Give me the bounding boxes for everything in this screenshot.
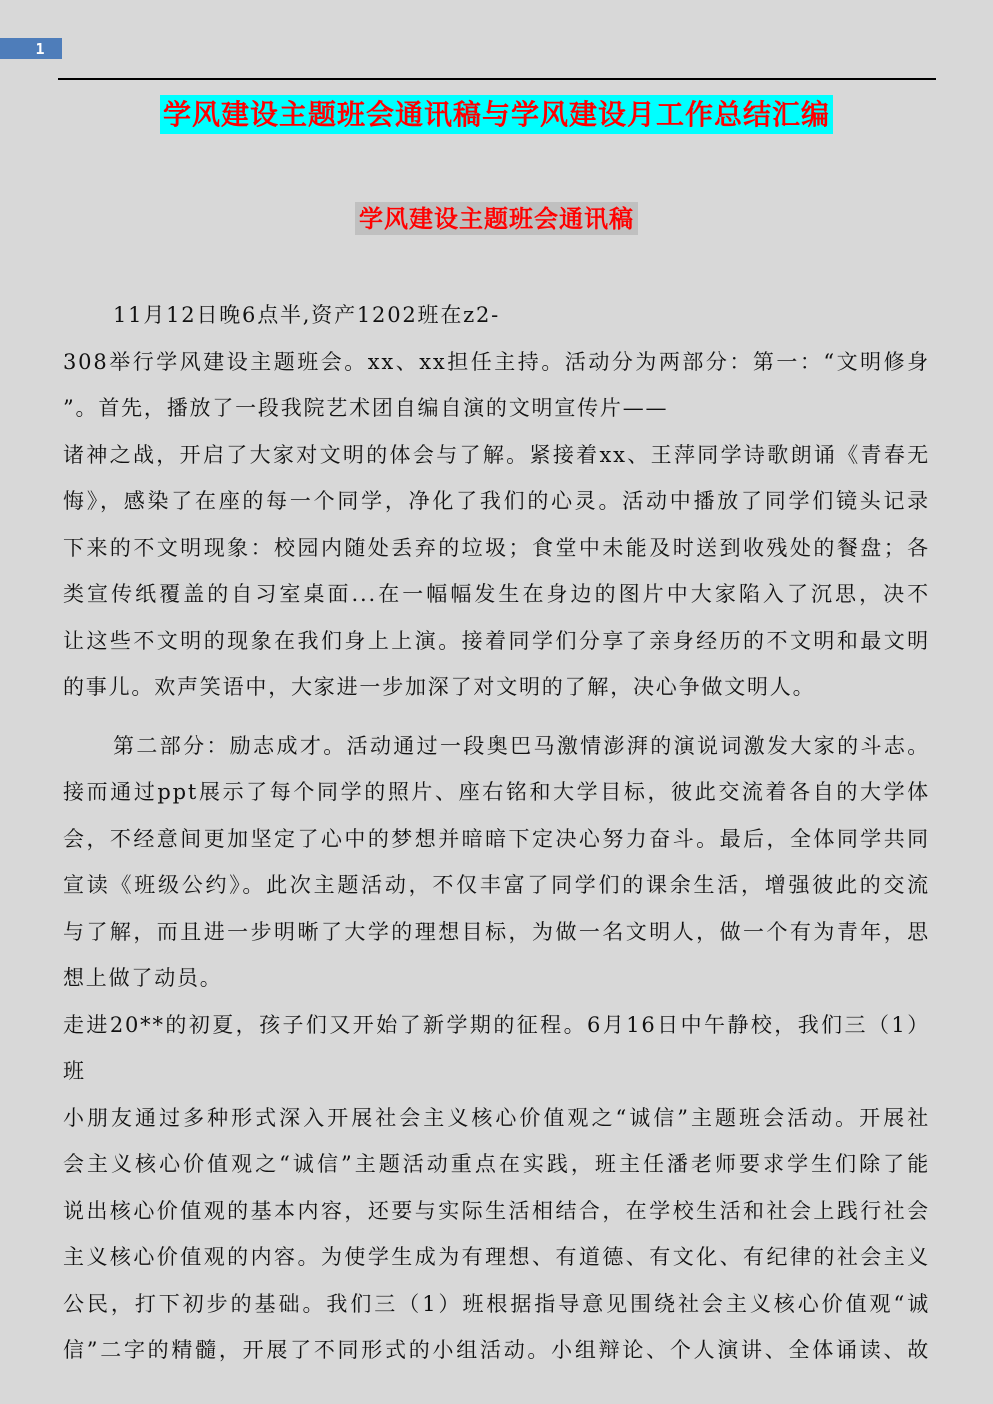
text-line: 会主义核心价值观之“诚信”主题活动重点在实践，班主任潘老师要求学生们除了能 bbox=[63, 1152, 930, 1176]
header-divider bbox=[58, 78, 936, 80]
document-body bbox=[63, 292, 930, 1374]
text-line: 公民，打下初步的基础。我们三（1）班根据指导意见围绕社会主义核心价值观“诚 bbox=[63, 1291, 930, 1316]
text-line: 走进20**的初夏，孩子们又开始了新学期的征程。6月16日中午静校，我们三（1）班 bbox=[63, 1012, 930, 1083]
paragraph bbox=[63, 1002, 930, 1374]
text-line: 主义核心价值观的内容。为使学生成为有理想、有道德、有文化、有纪律的社会主义 bbox=[63, 1245, 930, 1269]
text-line: ”。首先，播放了一段我院艺术团自编自演的文明宣传片—— bbox=[63, 396, 669, 420]
page-number-badge: 1 bbox=[0, 38, 62, 59]
text-line: 想上做了动员。 bbox=[63, 966, 223, 990]
paragraph bbox=[63, 723, 930, 1002]
text-line: 诸神之战，开启了大家对文明的体会与了解。紧接着xx、王萍同学诗歌朗诵《青春无 bbox=[63, 442, 930, 467]
text-line: 308举行学风建设主题班会。xx、xx担任主持。活动分为两部分：第一：“文明修身 bbox=[63, 349, 930, 374]
text-line: 的事儿。欢声笑语中，大家进一步加深了对文明的了解，决心争做文明人。 bbox=[63, 675, 816, 699]
text-line: 会，不经意间更加坚定了心中的梦想并暗暗下定决心努力奋斗。最后，全体同学共同 bbox=[63, 826, 930, 851]
document-main-title: 学风建设主题班会通讯稿与学风建设月工作总结汇编 bbox=[160, 95, 833, 134]
text-line: 接而通过ppt展示了每个同学的照片、座右铭和大学目标，彼此交流着各自的大学体 bbox=[63, 780, 930, 804]
text-line: 与了解，而且进一步明晰了大学的理想目标，为做一名文明人，做一个有为青年，思 bbox=[63, 919, 930, 944]
text-line: 类宣传纸覆盖的自习室桌面...在一幅幅发生在身边的图片中大家陷入了沉思，决不 bbox=[63, 582, 930, 606]
text-line: 悔》，感染了在座的每一个同学，净化了我们的心灵。活动中播放了同学们镜头记录 bbox=[63, 489, 930, 513]
section-title: 学风建设主题班会通讯稿 bbox=[355, 202, 638, 235]
text-line: 宣读《班级公约》。此次主题活动，不仅丰富了同学们的课余生活，增强彼此的交流 bbox=[63, 873, 930, 897]
main-title-row bbox=[0, 95, 993, 134]
text-line: 第二部分：励志成才。活动通过一段奥巴马激情澎湃的演说词激发大家的斗志。 bbox=[113, 733, 930, 758]
text-line: 下来的不文明现象：校园内随处丢弃的垃圾；食堂中未能及时送到收残处的餐盘；各 bbox=[63, 535, 930, 560]
text-line: 信”二字的精髓，开展了不同形式的小组活动。小组辩论、个人演讲、全体诵读、故 bbox=[63, 1338, 930, 1362]
text-line: 让这些不文明的现象在我们身上上演。接着同学们分享了亲身经历的不文明和最文明 bbox=[63, 628, 930, 653]
text-line: 11月12日晚6点半,资产1202班在z2- bbox=[113, 303, 501, 327]
section-title-row bbox=[0, 202, 993, 235]
paragraph bbox=[63, 292, 930, 711]
text-line: 小朋友通过多种形式深入开展社会主义核心价值观之“诚信”主题班会活动。开展社 bbox=[63, 1105, 930, 1130]
text-line: 说出核心价值观的基本内容，还要与实际生活相结合，在学校生活和社会上践行社会 bbox=[63, 1198, 930, 1223]
